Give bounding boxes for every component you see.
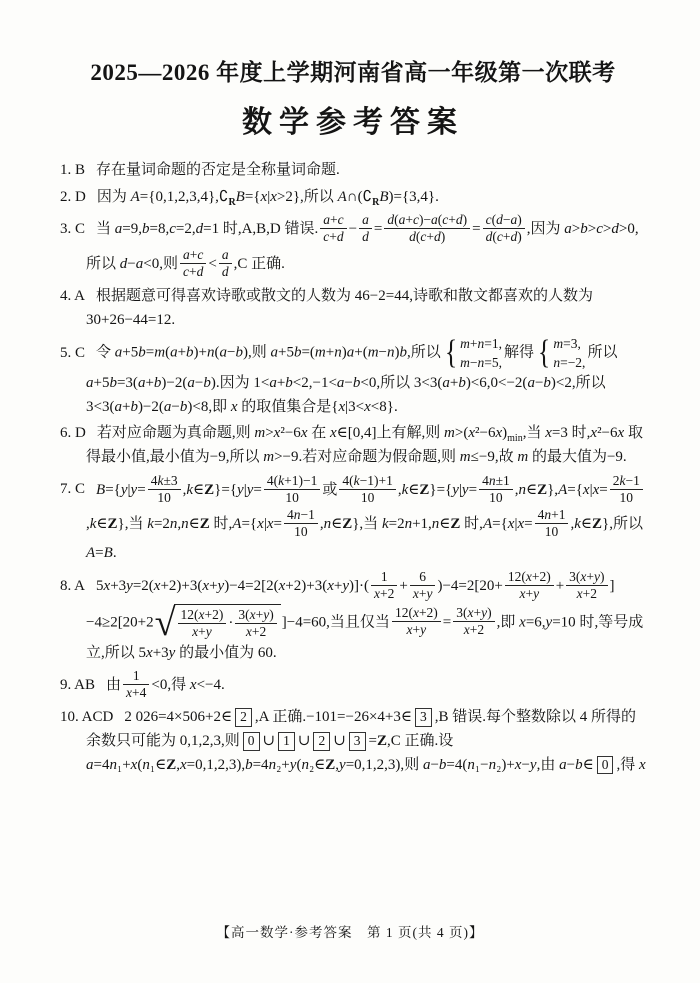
fraction-denominator: 10 — [339, 489, 395, 506]
text-run: 时, — [209, 516, 233, 533]
text-run: 因为 — [96, 188, 131, 205]
text-run: ,所以 — [609, 516, 643, 533]
text-run: 得 — [171, 677, 190, 694]
fraction — [180, 247, 206, 280]
math-run: x=3 — [545, 425, 568, 442]
math-run: a+5b=3(a+b)−2(a−b). — [86, 374, 220, 391]
text-run: 因为 — [219, 374, 254, 391]
math-run: B={y|y= — [96, 481, 146, 498]
boxed-class: 0 — [243, 732, 260, 751]
math-run: a+5b=m(a+b)+n(a−b), — [114, 345, 252, 362]
math-run: a>b>c>d>0, — [564, 221, 639, 238]
boxed-class: 2 — [235, 708, 252, 727]
fraction-numerator: d(a+c)−a(c+d) — [387, 212, 468, 228]
fraction-denominator: d(c+d) — [483, 228, 525, 245]
fraction-numerator: 4n−1 — [286, 507, 315, 523]
math-run: a+5b=(m+n)a+(m−n)b, — [270, 345, 411, 362]
text-run: 的最小值为 — [175, 644, 258, 661]
math-run: x — [638, 756, 646, 773]
answer-number: 10. ACD — [60, 709, 114, 726]
math-run: ,k∈Z}={y|y= — [397, 481, 478, 498]
math-run: ]−4=60, — [281, 614, 330, 631]
fraction — [371, 569, 397, 602]
fraction-denominator: c+d — [320, 228, 346, 245]
answer-item-9 — [60, 668, 646, 703]
cases-group — [443, 335, 502, 371]
math-run: 60. — [257, 644, 277, 661]
math-run: m≤−9, — [459, 448, 499, 465]
math-run: ,k∈Z}={y|y= — [182, 481, 262, 498]
math-run: x — [230, 398, 238, 415]
fraction-denominator: x+2 — [566, 585, 607, 602]
fraction — [535, 507, 569, 540]
math-run: <0, — [151, 677, 172, 694]
answer-number: 8. A — [60, 577, 86, 594]
text-run: 所以 — [380, 374, 414, 391]
text-run: ,即 — [496, 614, 520, 631]
math-run: )−4=2[20+ — [437, 577, 503, 594]
fraction-numerator: 4n±1 — [482, 472, 510, 488]
subscript: R — [372, 196, 380, 208]
boxed-class: 1 — [278, 732, 295, 751]
answer-item-2 — [60, 186, 646, 210]
answer-item-6 — [60, 422, 646, 469]
math-run: ,k∈Z} — [86, 516, 125, 533]
text-run: 令 — [96, 345, 115, 362]
text-run: 时,A,B,D 错误. — [219, 221, 319, 238]
text-run: 即 — [212, 398, 231, 415]
fraction — [384, 212, 470, 245]
fraction-denominator: x+y — [392, 621, 441, 638]
fraction-numerator: 4(k+1)−1 — [266, 472, 318, 488]
math-run: a=9,b=8,c=2,d=1 — [114, 221, 220, 238]
fraction-numerator: 3(x+y) — [238, 606, 274, 622]
fraction-denominator: 10 — [148, 489, 181, 506]
math-run: 3<3(a+b)<6,0<−2(a−b)<2, — [413, 374, 576, 391]
fraction — [123, 668, 149, 701]
answer-item-1 — [60, 159, 646, 183]
text-run: 时, — [460, 516, 483, 533]
math-run: A=B. — [86, 545, 117, 562]
subscript: R — [228, 196, 236, 208]
fraction — [453, 605, 494, 638]
sqrt-content — [174, 604, 281, 642]
fraction-numerator: 4k±3 — [150, 472, 178, 488]
text-run: 则 — [162, 256, 178, 273]
boxed-class: 3 — [415, 708, 432, 727]
math-run: d−a<0, — [119, 256, 163, 273]
fraction-numerator: 12(x+2) — [180, 606, 224, 622]
math-run: x²−6x — [590, 425, 625, 442]
fraction-denominator: x+2 — [453, 621, 494, 638]
fraction — [178, 607, 227, 640]
fraction-denominator: x+4 — [123, 684, 149, 701]
answers-list — [60, 159, 646, 777]
subscript: min — [507, 433, 523, 445]
answer-item-10 — [60, 706, 646, 777]
fraction-numerator: 4n+1 — [537, 507, 566, 523]
fraction-denominator: x+y — [410, 585, 436, 602]
math-run: 5x+3y=2(x+2)+3(x+y)−4=2[2(x+2)+3(x+y)]·( — [96, 577, 369, 594]
math-run: ∪ — [297, 732, 311, 749]
fraction-numerator: 3(x+y) — [456, 605, 492, 621]
fraction — [219, 247, 232, 280]
fraction-denominator: 10 — [535, 523, 569, 540]
answer-number: 5. C — [60, 345, 86, 362]
math-run: a−b=4(n₁−n₂)+x−y, — [422, 756, 541, 773]
text-run: 在 — [307, 425, 330, 442]
fraction — [148, 473, 181, 506]
text-run: 所以 — [303, 188, 338, 205]
text-run: ,C 正确.设 — [387, 732, 454, 749]
fraction-denominator: x+y — [178, 623, 227, 640]
radical-glyph: √ — [154, 601, 176, 644]
fraction-denominator: d — [219, 263, 232, 280]
math-run: A∩(∁ — [337, 188, 373, 205]
text-run: 若对应命题为假命题,则 — [302, 448, 460, 465]
text-run: 当且仅当 — [329, 614, 390, 631]
left-brace-glyph: { — [538, 334, 551, 372]
text-run: 若对应命题为真命题,则 — [96, 425, 255, 442]
fraction — [235, 607, 276, 640]
fraction-denominator: 10 — [479, 489, 513, 506]
math-run: ,n∈Z} — [319, 516, 360, 533]
fraction-denominator: 10 — [284, 523, 318, 540]
text-run: 由 — [540, 756, 560, 773]
fraction — [479, 473, 513, 506]
math-run: x=6,y=10 — [519, 614, 576, 631]
text-run: ,得 — [616, 756, 639, 773]
math-run: B={x|x>2}, — [235, 188, 304, 205]
text-run: 的取值集合是 — [237, 398, 332, 415]
answer-number: 1. B — [60, 162, 86, 178]
text-run: 所以 — [86, 256, 120, 273]
math-run: ,k∈Z} — [570, 516, 610, 533]
cases-row: m=3, — [553, 336, 581, 352]
cases-row: m+n=1, — [460, 336, 502, 352]
text-run: ,C 正确. — [233, 256, 285, 273]
math-run: =Z — [368, 732, 387, 749]
fraction-numerator: 12(x+2) — [507, 569, 551, 584]
math-run: a=4n₁+x(n₁∈Z,x=0,1,2,3),b=4n₂+y(n₂∈Z,y=0,1,2,3), — [86, 756, 405, 773]
text-run: 所以 — [229, 448, 264, 465]
text-run: 所以 — [575, 374, 606, 391]
math-run: m>x²−6x — [254, 425, 308, 442]
fraction — [284, 507, 318, 540]
fraction — [566, 569, 607, 602]
math-run: = — [442, 614, 452, 631]
fraction-numerator: 12(x+2) — [394, 605, 438, 621]
math-run: m>(x²−6x) — [444, 425, 508, 442]
math-run: k=2n,n∈Z — [147, 516, 210, 533]
fraction-denominator: x+2 — [235, 623, 276, 640]
text-run: 取得最小值,最小值为 — [86, 425, 643, 465]
answer-item-7 — [60, 473, 646, 566]
fraction — [410, 569, 436, 602]
fraction — [339, 473, 395, 506]
left-brace-glyph: { — [444, 334, 458, 372]
fraction-denominator: d(c+d) — [384, 228, 470, 245]
text-run: 故 — [498, 448, 518, 465]
math-run: k=2n+1,n∈Z — [381, 516, 461, 533]
text-run: 时, — [567, 425, 591, 442]
math-run: 30+26−44=12. — [86, 311, 176, 328]
math-run: −9, — [209, 448, 230, 465]
answer-number: 7. C — [60, 481, 86, 498]
text-run: 所以 — [587, 345, 618, 362]
fraction-numerator: a — [362, 212, 369, 228]
answer-number: 9. AB — [60, 677, 96, 694]
math-run: 2 026=4×506+2∈ — [124, 709, 233, 726]
fraction-numerator: 3(x+y) — [569, 569, 605, 584]
fraction-denominator: 10 — [264, 489, 320, 506]
text-run: 根据题意可得喜欢诗歌或散文的人数为 — [96, 288, 355, 305]
math-run: = — [472, 221, 481, 238]
math-run: {x|3<x<8}. — [331, 398, 398, 415]
math-run: A={0,1,2,3,4},∁ — [130, 188, 229, 205]
fraction-denominator: c+d — [180, 263, 206, 280]
fraction-numerator: 1 — [132, 668, 140, 684]
math-run: m>−9. — [263, 448, 303, 465]
sqrt-group — [154, 601, 281, 644]
math-run: a−b∈ — [559, 756, 594, 773]
page-title: 数学参考答案 — [242, 106, 464, 139]
fraction-denominator: 10 — [610, 489, 643, 506]
math-run: x<−4. — [189, 677, 225, 694]
text-run: 上有解,则 — [376, 425, 445, 442]
math-run: ,n∈Z},A={x|x= — [514, 481, 608, 498]
fraction-numerator: a+c — [323, 212, 344, 228]
cases-rows — [553, 335, 585, 371]
text-run: 解得 — [503, 345, 534, 362]
cases-row: n=−2, — [553, 354, 586, 370]
math-run: m — [517, 448, 529, 465]
math-run: = — [373, 221, 383, 238]
math-run: ∪ — [333, 732, 346, 749]
boxed-class: 3 — [349, 732, 366, 751]
text-run: 当 — [96, 221, 115, 238]
cases-row: m−n=5, — [460, 354, 502, 370]
page-footer: 【高一数学·参考答案 第 1 页(共 4 页)】 — [216, 925, 484, 940]
text-run: ,因为 — [526, 221, 565, 238]
fraction-numerator: 2k−1 — [612, 472, 640, 488]
fraction-numerator: c(d−a) — [485, 212, 522, 228]
text-run: 诗歌和散文都喜欢的人数为 — [412, 288, 593, 305]
math-run: −9. — [606, 448, 627, 465]
answer-item-5 — [60, 335, 646, 419]
exam-title: 2025—2026 年度上学期河南省高一年级第一次联考 — [90, 60, 616, 85]
fraction-numerator: 4(k−1)+1 — [342, 472, 393, 488]
math-run: 1<a+b<2,−1<a−b<0, — [253, 374, 381, 391]
math-run: x∈[0,4] — [330, 425, 377, 442]
math-run: ]−4≥2[20+2 — [86, 577, 615, 631]
text-run: 由 — [106, 677, 122, 694]
text-run: ,A 正确. — [254, 709, 307, 726]
text-run: 则 — [251, 345, 271, 362]
answer-number: 3. C — [60, 221, 86, 238]
answer-item-4 — [60, 285, 646, 332]
math-run: ∪ — [262, 732, 276, 749]
answer-number: 6. D — [60, 425, 86, 442]
fraction — [320, 212, 346, 245]
text-run: 或 — [322, 481, 338, 498]
fraction-numerator: 1 — [380, 569, 388, 584]
text-run: 时,等号成立,所以 — [86, 614, 644, 661]
math-run: B)={3,4}. — [379, 188, 439, 205]
answer-item-8 — [60, 569, 646, 665]
boxed-class: 2 — [313, 732, 330, 751]
boxed-class: 0 — [597, 756, 614, 775]
fraction-numerator: a+c — [182, 247, 204, 263]
math-run: 3<3(a+b)−2(a−b)<8, — [86, 398, 213, 415]
answer-item-3 — [60, 212, 646, 282]
math-run: 0,1,2,3, — [179, 732, 225, 749]
text-run: 所以 — [410, 345, 441, 362]
math-run: 46−2=44, — [354, 288, 413, 305]
math-run: −101=−26×4+3∈ — [306, 709, 412, 726]
fraction-denominator: x+y — [505, 585, 554, 602]
math-run: + — [555, 577, 565, 594]
fraction-denominator: x+2 — [371, 585, 397, 602]
math-run: + — [399, 577, 408, 594]
answer-number: 4. A — [60, 288, 86, 305]
math-run: − — [348, 221, 358, 238]
cases-group — [536, 335, 585, 371]
fraction — [264, 473, 320, 506]
fraction — [505, 569, 554, 602]
text-run: 的最大值为 — [528, 448, 607, 465]
text-run: ,B 错误.每个整数除以 4 所得的余数只可能为 — [86, 709, 637, 749]
text-run: 则 — [404, 756, 423, 773]
math-run: 5x+3y — [138, 644, 176, 661]
text-run: 则 — [224, 732, 240, 749]
text-run: ,当 — [124, 516, 148, 533]
fraction — [483, 212, 525, 245]
fraction — [359, 212, 372, 245]
cases-rows — [460, 335, 502, 371]
fraction — [610, 473, 643, 506]
text-run: 存在量词命题的否定是全称量词命题. — [96, 162, 340, 178]
math-run: · — [228, 615, 234, 632]
fraction-numerator: a — [221, 247, 229, 263]
answer-number: 2. D — [60, 188, 86, 205]
text-run: ,当 — [359, 516, 382, 533]
math-run: A={x|x= — [482, 516, 533, 533]
math-run: A={x|x= — [232, 516, 282, 533]
fraction-numerator: 6 — [419, 569, 427, 584]
text-run: ,当 — [522, 425, 546, 442]
fraction — [392, 605, 441, 638]
fraction-denominator: d — [359, 228, 372, 245]
math-run: < — [208, 256, 217, 273]
